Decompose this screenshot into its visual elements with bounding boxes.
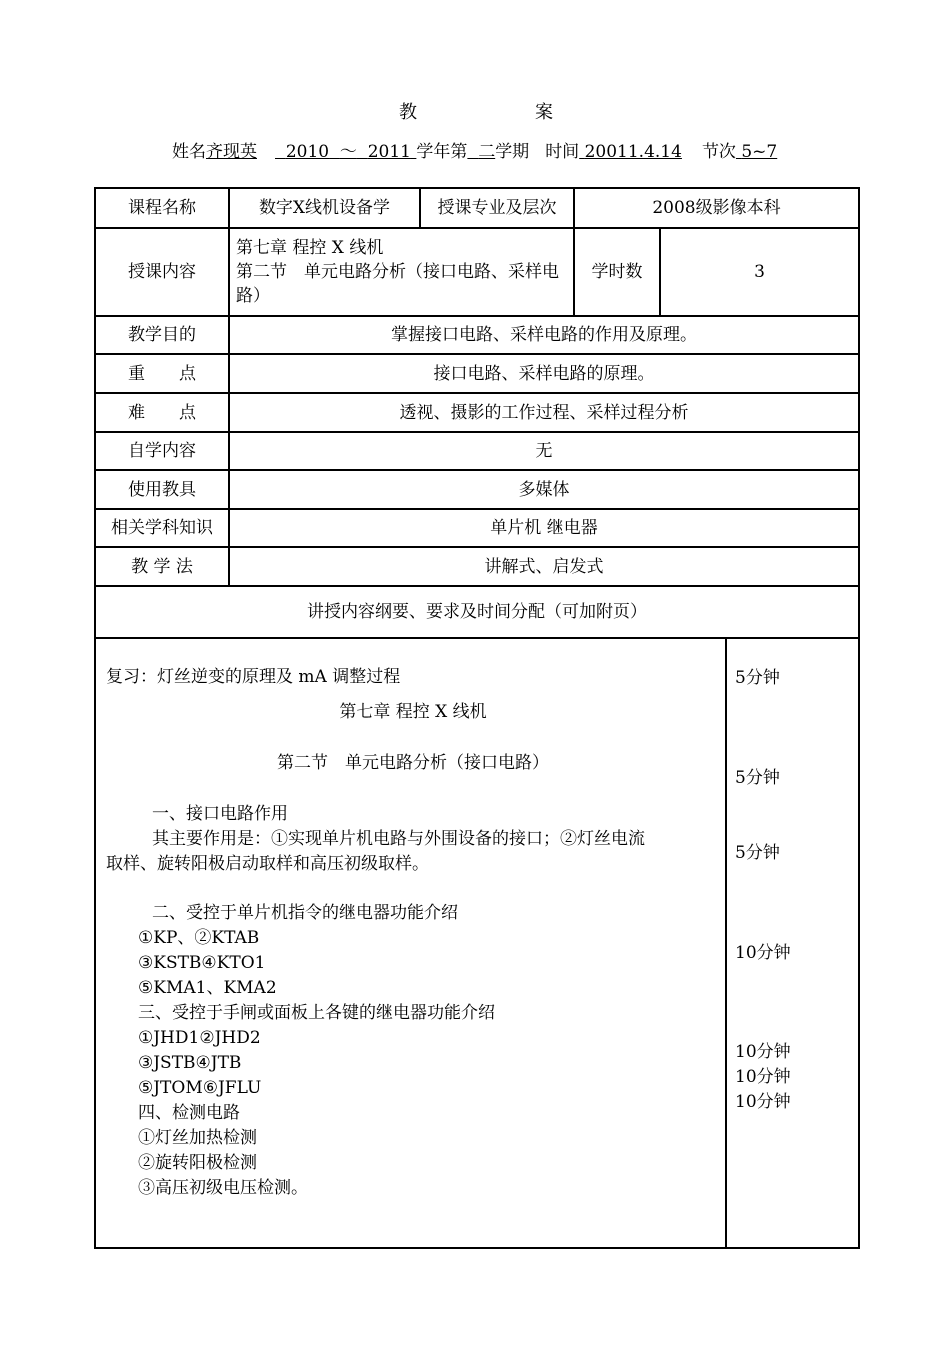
heading-manual-relays: 三、受控于手闸或面板上各键的继电器功能介绍 — [138, 1003, 495, 1023]
content-value — [229, 228, 574, 316]
time-4: 10分钟 — [735, 943, 791, 963]
mcu-relay-item-2: ③KSTB④KTO1 — [138, 953, 266, 973]
lesson-plan-table — [94, 187, 860, 1249]
selfstudy-value: 无 — [229, 432, 859, 470]
time-label: 时间 — [545, 142, 580, 162]
name-label: 姓名 — [172, 142, 206, 162]
time-7: 10分钟 — [735, 1092, 791, 1112]
manual-relay-item-2: ③JSTB④JTB — [138, 1053, 242, 1073]
row-course-name — [95, 188, 859, 228]
row-selfstudy — [95, 432, 859, 470]
related-value: 单片机 继电器 — [229, 509, 859, 547]
time-2: 5分钟 — [735, 768, 780, 788]
header-info-line — [172, 137, 777, 162]
key-value: 接口电路、采样电路的原理。 — [229, 354, 859, 393]
goal-label: 教学目的 — [95, 316, 229, 354]
goal-value: 掌握接口电路、采样电路的作用及原理。 — [229, 316, 859, 354]
major-value: 2008级影像本科 — [574, 188, 859, 228]
heading-interface-function: 一、接口电路作用 — [152, 804, 288, 824]
year-suffix: 学年第 — [416, 142, 468, 162]
detection-item-2: ②旋转阳极检测 — [138, 1153, 257, 1173]
major-label: 授课专业及层次 — [420, 188, 574, 228]
mcu-relay-item-3: ⑤KMA1、KMA2 — [138, 978, 277, 998]
method-value: 讲解式、启发式 — [229, 547, 859, 586]
paragraph-line-2: 取样、旋转阳极启动取样和高压初级取样。 — [106, 854, 429, 874]
time-1: 5分钟 — [735, 668, 780, 688]
semester-suffix: 学期 — [495, 142, 530, 162]
time-5: 10分钟 — [735, 1042, 791, 1062]
tools-label: 使用教具 — [95, 470, 229, 509]
difficulty-label: 难 点 — [95, 393, 229, 432]
semester-value: 二 — [478, 142, 496, 162]
difficulty-value: 透视、摄影的工作过程、采样过程分析 — [229, 393, 859, 432]
paragraph-line-1: 其主要作用是：①实现单片机电路与外围设备的接口；②灯丝电流 — [152, 829, 645, 849]
hours-value: 3 — [660, 228, 859, 316]
mcu-relay-item-1: ①KP、②KTAB — [138, 928, 260, 948]
row-outline-header — [95, 586, 859, 638]
tools-value: 多媒体 — [229, 470, 859, 509]
outline-content — [95, 638, 726, 1248]
time-3: 5分钟 — [735, 843, 780, 863]
detection-item-3: ③高压初级电压检测。 — [138, 1178, 308, 1198]
hours-label: 学时数 — [574, 228, 660, 316]
selfstudy-label: 自学内容 — [95, 432, 229, 470]
heading-detection: 四、检测电路 — [138, 1103, 240, 1123]
year-range: 2010 ～ 2011 — [285, 142, 411, 162]
content-line-1: 第七章 程控 X 线机 — [236, 238, 384, 258]
period-label: 节次 — [701, 142, 736, 162]
manual-relay-item-3: ⑤JTOM⑥JFLU — [138, 1078, 262, 1098]
row-tools — [95, 470, 859, 509]
content-line-2: 第二节 单元电路分析（接口电路、采样电路） — [236, 262, 559, 306]
teacher-name: 齐现英 — [206, 142, 257, 162]
row-related — [95, 509, 859, 547]
outline-header: 讲授内容纲要、要求及时间分配（可加附页） — [95, 586, 859, 638]
period-value: 5~7 — [741, 142, 778, 162]
row-goal — [95, 316, 859, 354]
related-label: 相关学科知识 — [95, 509, 229, 547]
method-label: 教 学 法 — [95, 547, 229, 586]
time-6: 10分钟 — [735, 1067, 791, 1087]
section-heading: 第二节 单元电路分析（接口电路） — [277, 753, 549, 773]
time-allocation-column — [726, 638, 859, 1248]
review-line: 复习：灯丝逆变的原理及 mA 调整过程 — [106, 667, 401, 687]
course-name-value: 数字X线机设备学 — [229, 188, 420, 228]
detection-item-1: ①灯丝加热检测 — [138, 1128, 257, 1148]
page-title: 教 案 — [399, 102, 603, 123]
row-key — [95, 354, 859, 393]
row-method — [95, 547, 859, 586]
content-label: 授课内容 — [95, 228, 229, 316]
key-label: 重 点 — [95, 354, 229, 393]
row-outline-body — [95, 638, 859, 1248]
heading-mcu-relays: 二、受控于单片机指令的继电器功能介绍 — [152, 903, 458, 923]
row-content — [95, 228, 859, 316]
date-value: 20011.4.14 — [584, 142, 682, 162]
chapter-heading: 第七章 程控 X 线机 — [339, 702, 487, 722]
row-difficulty — [95, 393, 859, 432]
course-name-label: 课程名称 — [95, 188, 229, 228]
manual-relay-item-1: ①JHD1②JHD2 — [138, 1028, 261, 1048]
